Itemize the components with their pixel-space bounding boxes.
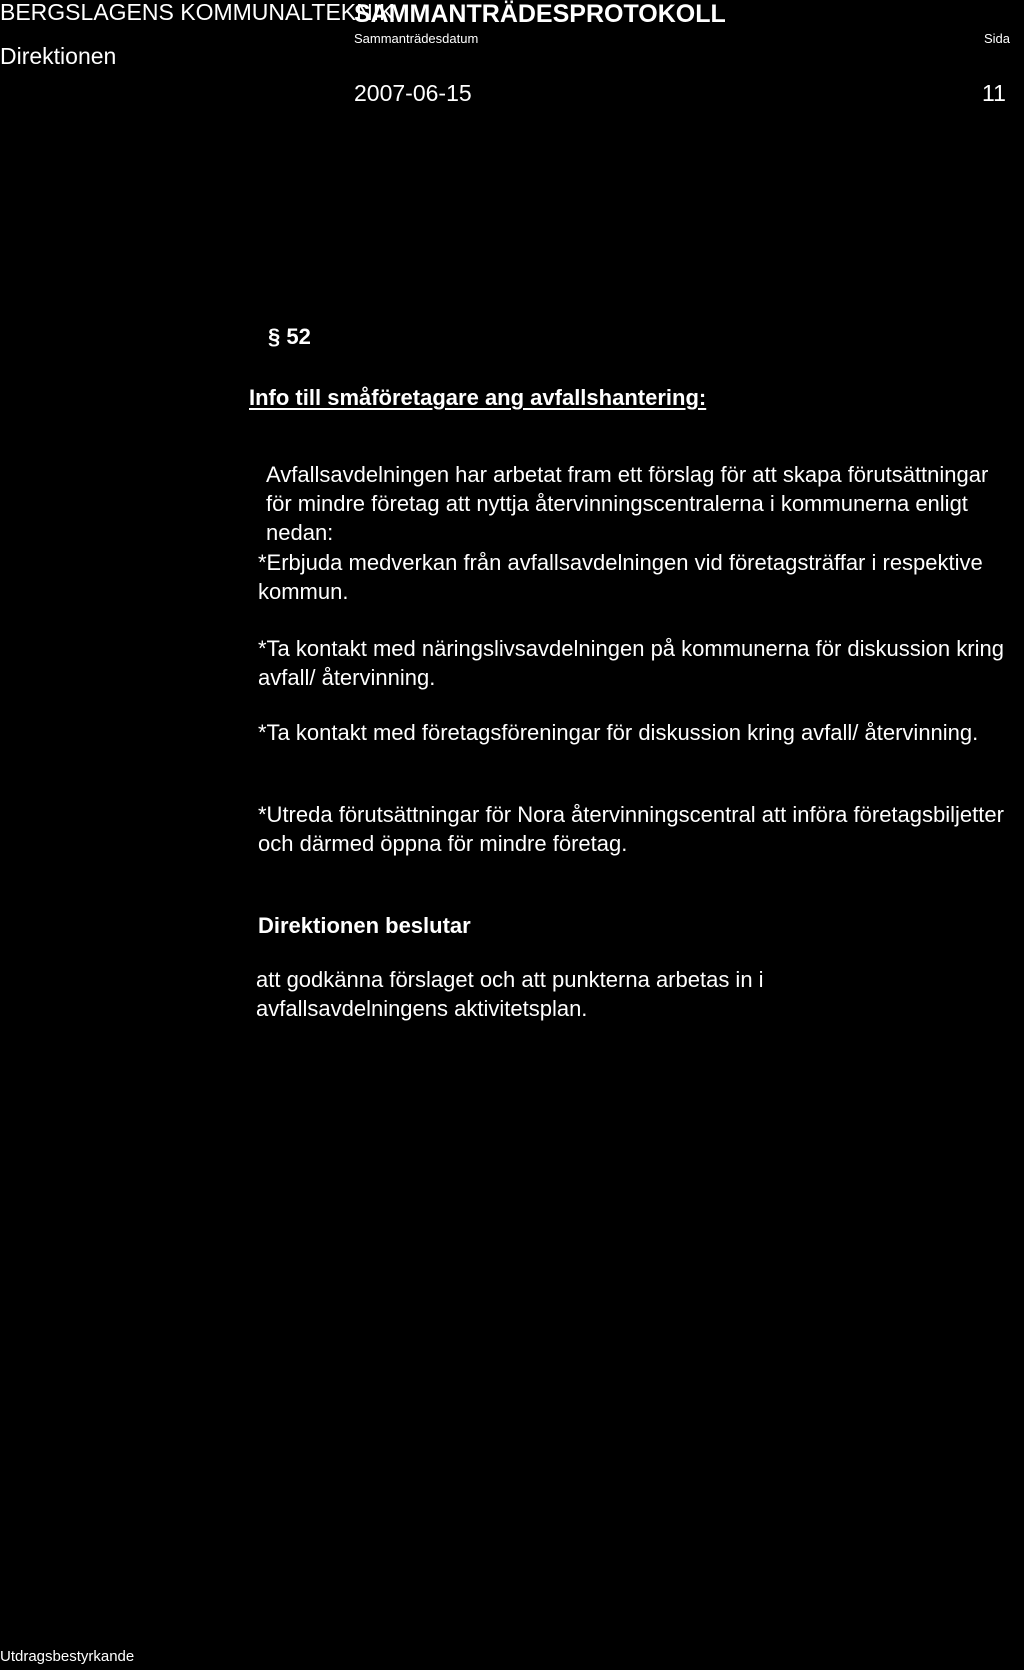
- list-item: *Utreda förutsättningar för Nora återvinningscentral att införa företagsbiljetter och därmed öppna för mindre företag.: [258, 802, 1004, 856]
- list-item: *Ta kontakt med näringslivsavdelningen på kommunerna för diskussion kring avfall/ återvinning.: [258, 636, 1004, 690]
- section-number: § 52: [268, 324, 311, 349]
- department-name: Direktionen: [0, 43, 117, 69]
- footer-certification-label: Utdragsbestyrkande: [0, 1648, 135, 1665]
- meeting-date-value: 2007-06-15: [354, 80, 472, 106]
- page-number-label: Sida: [984, 31, 1011, 46]
- decision-heading: Direktionen beslutar: [258, 913, 471, 938]
- page-number-value: 11: [982, 80, 1006, 106]
- intro-paragraph: Avfallsavdelningen har arbetat fram ett förslag för att skapa förutsättningar för mindre företag att nyttja återvinningscentralerna i kommunerna enligt nedan:: [266, 462, 989, 545]
- list-item: *Erbjuda medverkan från avfallsavdelningen vid företagsträffar i respektive kommun.: [258, 550, 983, 604]
- organization-name: BERGSLAGENS KOMMUNALTEKNIK: [0, 0, 395, 25]
- list-item: *Ta kontakt med företagsföreningar för diskussion kring avfall/ återvinning.: [258, 720, 979, 745]
- meeting-date-label: Sammanträdesdatum: [354, 31, 479, 46]
- decision-text: att godkänna förslaget och att punkterna arbetas in i avfallsavdelningens aktivitetsplan.: [256, 967, 764, 1021]
- document-type-title: SAMMANTRÄDESPROTOKOLL: [354, 0, 726, 28]
- section-heading: Info till småföretagare ang avfallshantering:: [249, 385, 707, 410]
